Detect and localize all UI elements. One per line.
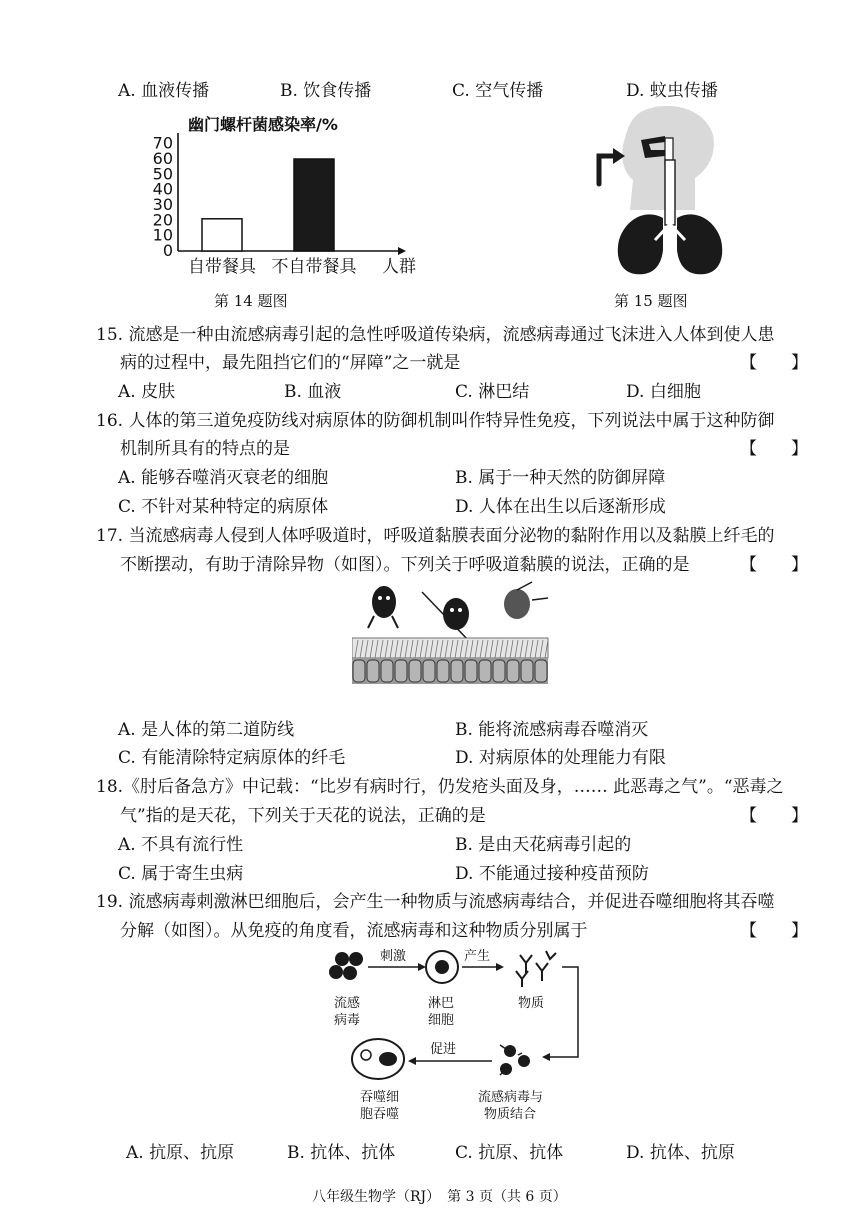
q19-answer-bracket: 【 】: [740, 921, 808, 941]
q19-option-a: A. 抗原、抗原: [126, 1143, 235, 1163]
fig14-caption: 第 14 题图: [214, 292, 288, 310]
q17-option-c: C. 有能清除特定病原体的纤毛: [118, 748, 346, 768]
q18-answer-bracket: 【 】: [740, 806, 808, 826]
left-lung: [618, 214, 663, 274]
y-tick-label: 40: [152, 179, 173, 199]
right-lung: [677, 214, 722, 274]
fig15-caption: 第 15 题图: [614, 292, 688, 310]
q17-option-a: A. 是人体的第二道防线: [118, 720, 295, 740]
q15-option-d: D. 白细胞: [626, 382, 701, 402]
q17-option-d: D. 对病原体的处理能力有限: [455, 748, 666, 768]
label-phago-line2: 胞吞噬: [360, 1107, 400, 1122]
q14-option-b: B. 饮食传播: [280, 81, 372, 101]
label-virus-line1: 流感: [334, 996, 361, 1011]
label-substance: 物质: [518, 996, 545, 1011]
q17-answer-bracket: 【 】: [740, 555, 808, 575]
q19-stem-line2: 分解（如图）。从免疫的角度看，流感病毒和这种物质分别属于: [120, 921, 588, 941]
q14-option-c: C. 空气传播: [452, 81, 544, 101]
q15-option-a: A. 皮肤: [118, 382, 176, 402]
q18-option-d: D. 不能通过接种疫苗预防: [455, 864, 649, 884]
immune-process-diagram: [320, 945, 590, 1125]
infection-rate-bar-chart: [140, 108, 430, 283]
y-tick-label: 20: [152, 210, 173, 230]
pathogen-3: [504, 582, 548, 619]
pathogen-1: [368, 586, 398, 628]
x-axis-arrow: [398, 247, 406, 255]
q15-option-c: C. 淋巴结: [455, 382, 530, 402]
q19-option-b: B. 抗体、抗体: [287, 1143, 396, 1163]
label-bind-line2: 物质结合: [484, 1107, 537, 1122]
q16-answer-bracket: 【 】: [740, 439, 808, 459]
q15-stem-line2: 病的过程中，最先阻挡它们的“屏障”之一就是: [120, 353, 461, 373]
label-phago-line1: 吞噬细: [360, 1090, 400, 1105]
q14-option-d: D. 蚊虫传播: [626, 81, 718, 101]
arrow-label-stimulate: 刺激: [380, 949, 407, 964]
q15-option-b: B. 血液: [284, 382, 342, 402]
chart-title: 幽门螺杆菌感染率/%: [188, 115, 338, 134]
bar-own-tableware: [202, 219, 242, 251]
y-tick-label: 0: [162, 241, 173, 260]
q18-stem-line1: 18.《肘后备急方》中记载：“比岁有病时行，仍发疮头面及身，…… 此恶毒之气”。“恶毒之: [96, 777, 784, 797]
q17-stem-line1: 17. 当流感病毒人侵到人体呼吸道时，呼吸道黏膜表面分泌物的黏附作用以及黏膜上纤毛的: [96, 526, 775, 546]
label-bind-line1: 流感病毒与: [478, 1090, 544, 1105]
q16-option-d: D. 人体在出生以后逐渐形成: [455, 497, 666, 517]
airflow-arrow-icon: [599, 156, 615, 184]
q18-stem-line2: 气”指的是天花，下列关于天花的说法，正确的是: [120, 806, 486, 826]
arrow-label-promote: 促进: [430, 1042, 457, 1057]
respiratory-mucosa-figure: [352, 580, 552, 690]
arrow-label-produce: 产生: [464, 949, 491, 964]
q16-stem-line1: 16. 人体的第三道免疫防线对病原体的防御机制叫作特异性免疫，下列说法中属于这种防御: [96, 411, 775, 431]
y-tick-label: 50: [152, 164, 173, 184]
bound-complex: [500, 1045, 530, 1075]
q15-stem-line1: 15. 流感是一种由流感病毒引起的急性呼吸道传染病，流感病毒通过飞沫进入人体到使人患: [96, 325, 775, 345]
x-axis-label: 人群: [382, 257, 416, 277]
label-lymph-line1: 淋巴: [428, 996, 455, 1011]
y-tick-label: 60: [152, 149, 173, 168]
antibody-cluster: [516, 951, 556, 987]
lymphocyte: [426, 951, 458, 983]
virus-cluster: [329, 952, 363, 980]
q15-answer-bracket: 【 】: [740, 353, 808, 373]
q16-option-b: B. 属于一种天然的防御屏障: [455, 468, 666, 488]
q18-option-a: A. 不具有流行性: [118, 835, 244, 855]
q19-option-d: D. 抗体、抗原: [626, 1143, 735, 1163]
q16-stem-line2: 机制所具有的特点的是: [120, 439, 290, 459]
q18-option-c: C. 属于寄生虫病: [118, 864, 244, 884]
y-tick-label: 30: [152, 195, 173, 214]
q14-option-a: A. 血液传播: [118, 81, 210, 101]
bar-no-own-tableware: [294, 159, 334, 251]
q16-option-a: A. 能够吞噬消灭衰老的细胞: [118, 468, 329, 488]
q17-stem-line2: 不断摆动，有助于清除异物（如图）。下列关于呼吸道黏膜的说法，正确的是: [120, 555, 690, 575]
page-footer: 八年级生物学（RJ） 第 3 页（共 6 页）: [312, 1189, 567, 1205]
label-lymph-line2: 细胞: [428, 1013, 455, 1028]
q18-option-b: B. 是由天花病毒引起的: [455, 835, 632, 855]
label-virus-line2: 病毒: [334, 1013, 361, 1028]
respiratory-system-figure: [585, 100, 735, 280]
y-tick-label: 10: [152, 225, 173, 245]
x-category-label: 自带餐具: [188, 257, 256, 277]
phagocyte: [352, 1039, 404, 1079]
trachea: [665, 160, 675, 225]
x-category-label: 不自带餐具: [271, 257, 357, 277]
q19-stem-line1: 19. 流感病毒刺激淋巴细胞后，会产生一种物质与流感病毒结合，并促进吞噬细胞将其吞噬: [96, 892, 775, 912]
y-tick-label: 70: [152, 133, 173, 153]
pathogen-2: [422, 592, 470, 642]
q19-option-c: C. 抗原、抗体: [455, 1143, 564, 1163]
q17-option-b: B. 能将流感病毒吞噬消灭: [455, 720, 649, 740]
q16-option-c: C. 不针对某种特定的病原体: [118, 497, 329, 517]
